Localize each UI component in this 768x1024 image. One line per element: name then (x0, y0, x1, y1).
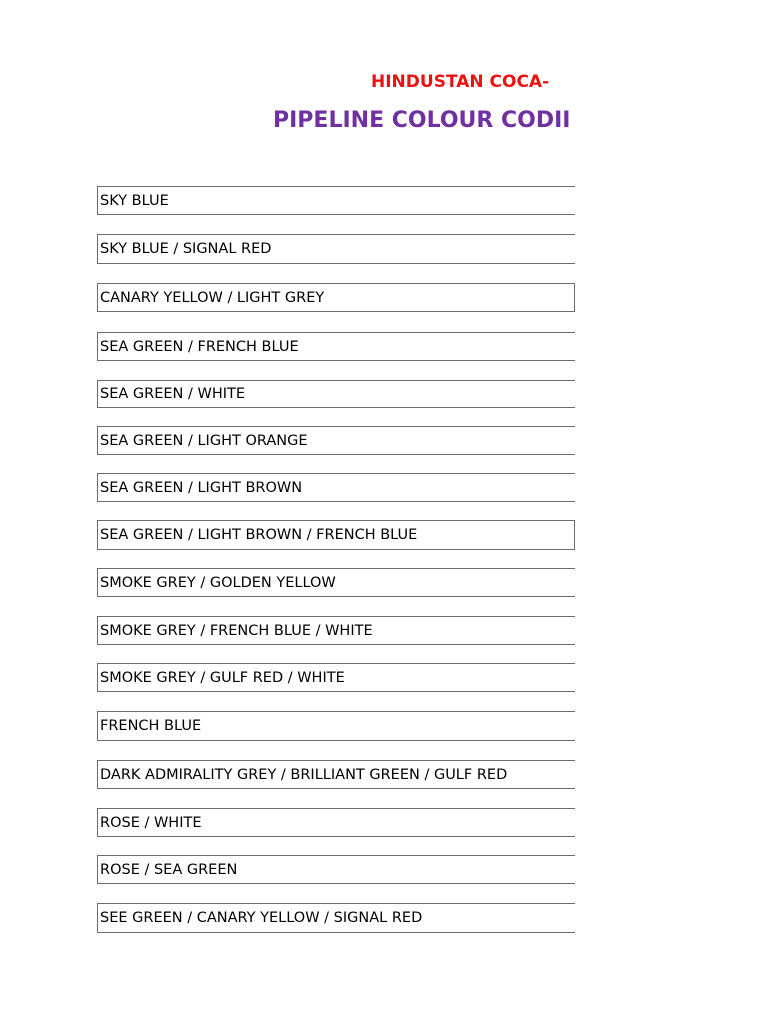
colour-code-row: SEA GREEN / FRENCH BLUE (97, 332, 575, 361)
document-subtitle: PIPELINE COLOUR CODII (273, 108, 571, 133)
company-title: HINDUSTAN COCA- (371, 72, 550, 92)
colour-code-row: SEA GREEN / LIGHT BROWN (97, 473, 575, 502)
colour-code-row: SEA GREEN / LIGHT ORANGE (97, 426, 575, 455)
colour-code-row: SKY BLUE (97, 186, 575, 215)
colour-code-row: SKY BLUE / SIGNAL RED (97, 234, 575, 264)
colour-code-row: ROSE / SEA GREEN (97, 855, 575, 884)
colour-code-row: CANARY YELLOW / LIGHT GREY (97, 283, 575, 312)
colour-code-row: SEA GREEN / WHITE (97, 380, 575, 408)
colour-code-row: FRENCH BLUE (97, 711, 575, 741)
colour-code-row: ROSE / WHITE (97, 808, 575, 837)
colour-code-row: SEE GREEN / CANARY YELLOW / SIGNAL RED (97, 903, 575, 933)
colour-code-row: DARK ADMIRALITY GREY / BRILLIANT GREEN / GULF RED (97, 760, 575, 789)
colour-code-row: SMOKE GREY / GOLDEN YELLOW (97, 568, 575, 597)
colour-code-row: SEA GREEN / LIGHT BROWN / FRENCH BLUE (97, 520, 575, 550)
colour-code-row: SMOKE GREY / FRENCH BLUE / WHITE (97, 616, 575, 645)
colour-code-row: SMOKE GREY / GULF RED / WHITE (97, 663, 575, 692)
